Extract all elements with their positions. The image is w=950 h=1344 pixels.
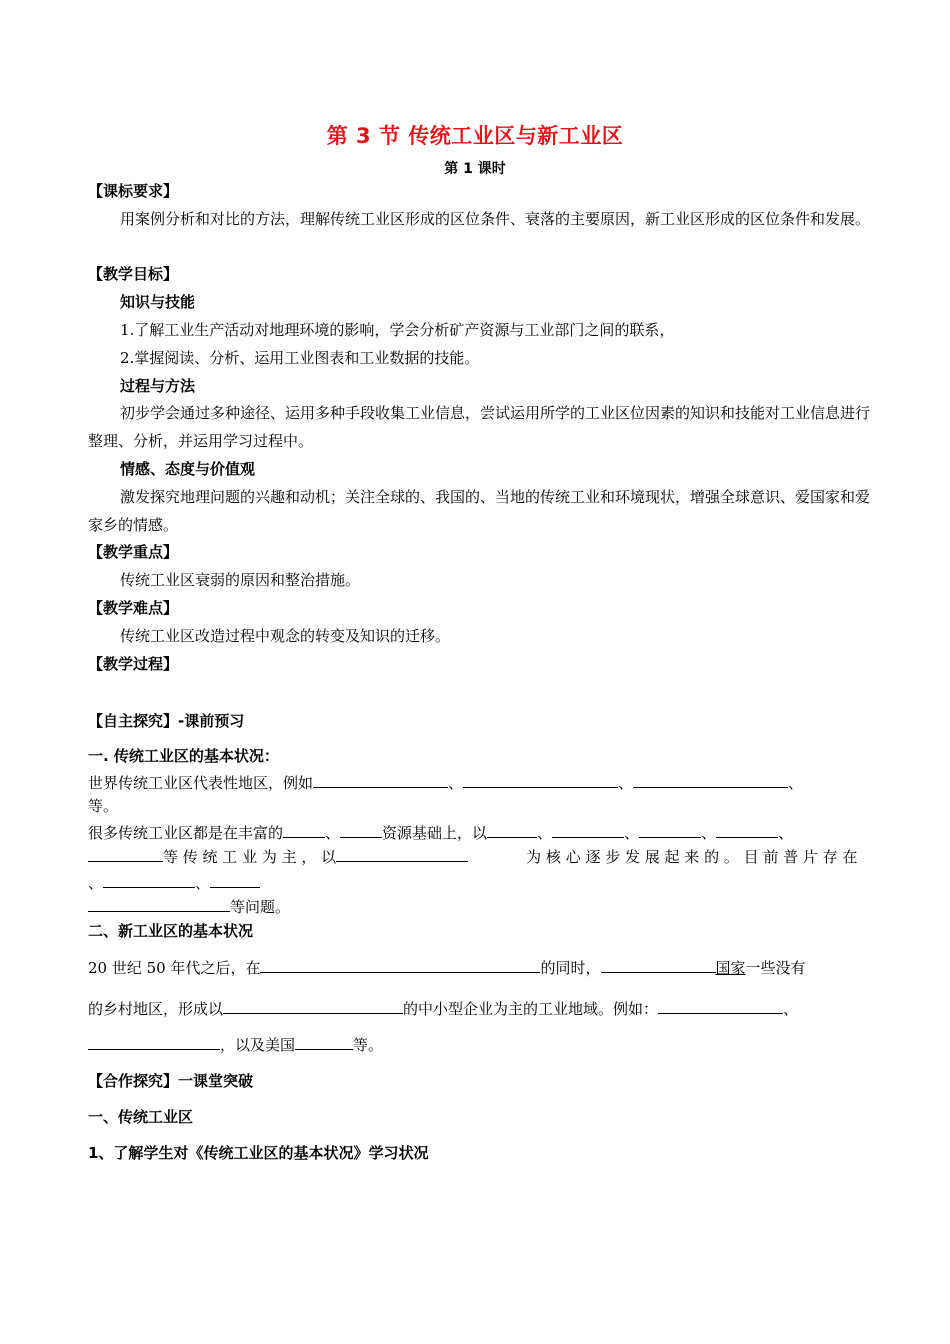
qinggan-heading: 情感、态度与价值观 (120, 460, 256, 478)
hezuo-item-2: 1、了解学生对《传统工业区的基本状况》学习状况 (88, 1144, 429, 1162)
part1-line-4-text-a: 等 传 统 工 业 为 主 ， 以 (163, 848, 337, 866)
page-subtitle: 第 1 课时 (444, 161, 506, 177)
part1-line-3-text-b: 资源基础上，以 (382, 824, 488, 842)
fill-blank[interactable] (487, 821, 537, 838)
part2-line-1-text-a: 20 世纪 50 年代之后，在 (88, 959, 261, 977)
fill-blank[interactable] (336, 845, 468, 862)
part1-line-4-text-b: 为 核 心 逐 步 发 展 起 来 的 。 目 前 普 片 存 在 (526, 848, 858, 866)
nandian-text: 传统工业区改造过程中观念的转变及知识的迁移。 (120, 627, 451, 645)
part1-line-3-text-a: 很多传统工业区都是在丰富的 (88, 824, 284, 842)
separator: 、 (618, 774, 634, 792)
fill-blank[interactable] (88, 1033, 220, 1050)
separator: 、 (624, 824, 640, 842)
hezuo-heading: 【合作探究】一课堂突破 (88, 1072, 254, 1090)
part2-line-3 (88, 1033, 383, 1056)
fill-blank[interactable] (716, 821, 778, 838)
part2-line-1-text-d: 一些没有 (745, 959, 806, 977)
fill-blank[interactable] (223, 997, 403, 1014)
zhongdian-heading: 【教学重点】 (88, 543, 179, 561)
fill-blank[interactable] (103, 871, 195, 888)
fill-blank[interactable] (633, 771, 788, 788)
part1-line-4 (88, 845, 857, 868)
page-title: 第 3 节 传统工业区与新工业区 (326, 124, 624, 148)
part2-line-1-text-b: 的同时， (540, 959, 601, 977)
fill-blank[interactable] (88, 895, 230, 912)
kebiao-heading: 【课标要求】 (88, 182, 179, 200)
guocheng-text: 初步学会通过多种途径、运用多种手段收集工业信息，尝试运用所学的工业区位因素的知识和技能对工业信息进行整理、分析，并运用学习过程中。 (88, 404, 871, 450)
separator: 、 (537, 824, 553, 842)
zhishi-heading: 知识与技能 (120, 293, 196, 311)
kebiao-text: 用案例分析和对比的方法，理解传统工业区形成的区位条件、衰落的主要原因，新工业区形成的区位条件和发展。 (120, 210, 871, 228)
jiaoxue-guocheng-heading: 【教学过程】 (88, 655, 179, 673)
separator: 、 (325, 824, 341, 842)
part1-line-1 (88, 771, 803, 794)
part1-heading: 一. 传统工业区的基本状况： (88, 747, 279, 765)
fill-blank[interactable] (260, 956, 540, 973)
zhishi-item-2: 2.掌握阅读、分析、运用工业图表和工业数据的技能。 (120, 349, 480, 367)
fill-blank[interactable] (313, 771, 448, 788)
separator: 、 (195, 874, 211, 892)
part2-line-3-text-b: 等。 (353, 1036, 384, 1054)
fill-blank[interactable] (658, 997, 783, 1014)
separator: 、 (88, 874, 104, 892)
part1-line-3 (88, 821, 793, 844)
separator: 、 (788, 774, 804, 792)
fill-blank[interactable] (601, 956, 716, 973)
separator: 、 (778, 824, 794, 842)
fill-blank[interactable] (88, 845, 163, 862)
zhongdian-text: 传统工业区衰弱的原因和整治措施。 (120, 571, 361, 589)
part2-line-3-text-a: ，以及美国 (220, 1036, 296, 1054)
part1-line-1-text: 世界传统工业区代表性地区，例如 (88, 774, 314, 792)
mubiao-heading: 【教学目标】 (88, 265, 179, 283)
part2-line-1 (88, 956, 806, 979)
part1-line-6 (88, 895, 290, 918)
fill-blank[interactable] (639, 821, 701, 838)
separator: 、 (783, 1000, 799, 1018)
fill-blank[interactable] (283, 821, 325, 838)
part1-line-6-text: 等问题。 (230, 898, 291, 916)
part2-line-1-text-c: 国家 (715, 959, 746, 977)
part2-line-2-text-b: 的中小型企业为主的工业地域。例如： (403, 1000, 659, 1018)
fill-blank[interactable] (463, 771, 618, 788)
part2-heading: 二、新工业区的基本状况 (88, 922, 254, 940)
hezuo-item-1: 一、传统工业区 (88, 1108, 194, 1126)
fill-blank[interactable] (340, 821, 382, 838)
qinggan-text: 激发探究地理问题的兴趣和动机；关注全球的、我国的、当地的传统工业和环境现状，增强全球意识、爱国家和爱家乡的情感。 (88, 488, 871, 534)
separator: 、 (448, 774, 464, 792)
fill-blank[interactable] (552, 821, 624, 838)
part1-line-5 (88, 871, 260, 894)
zhishi-item-1: 1.了解工业生产活动对地理环境的影响，学会分析矿产资源与工业部门之间的联系， (120, 321, 675, 339)
nandian-heading: 【教学难点】 (88, 599, 179, 617)
zizhu-heading: 【自主探究】-课前预习 (88, 712, 245, 730)
fill-blank[interactable] (295, 1033, 353, 1050)
separator: 、 (701, 824, 717, 842)
part1-line-2: 等。 (88, 797, 119, 815)
guocheng-heading: 过程与方法 (120, 377, 196, 395)
part2-line-2-text-a: 的乡村地区，形成以 (88, 1000, 224, 1018)
fill-blank[interactable] (210, 871, 260, 888)
part2-line-2 (88, 997, 798, 1020)
